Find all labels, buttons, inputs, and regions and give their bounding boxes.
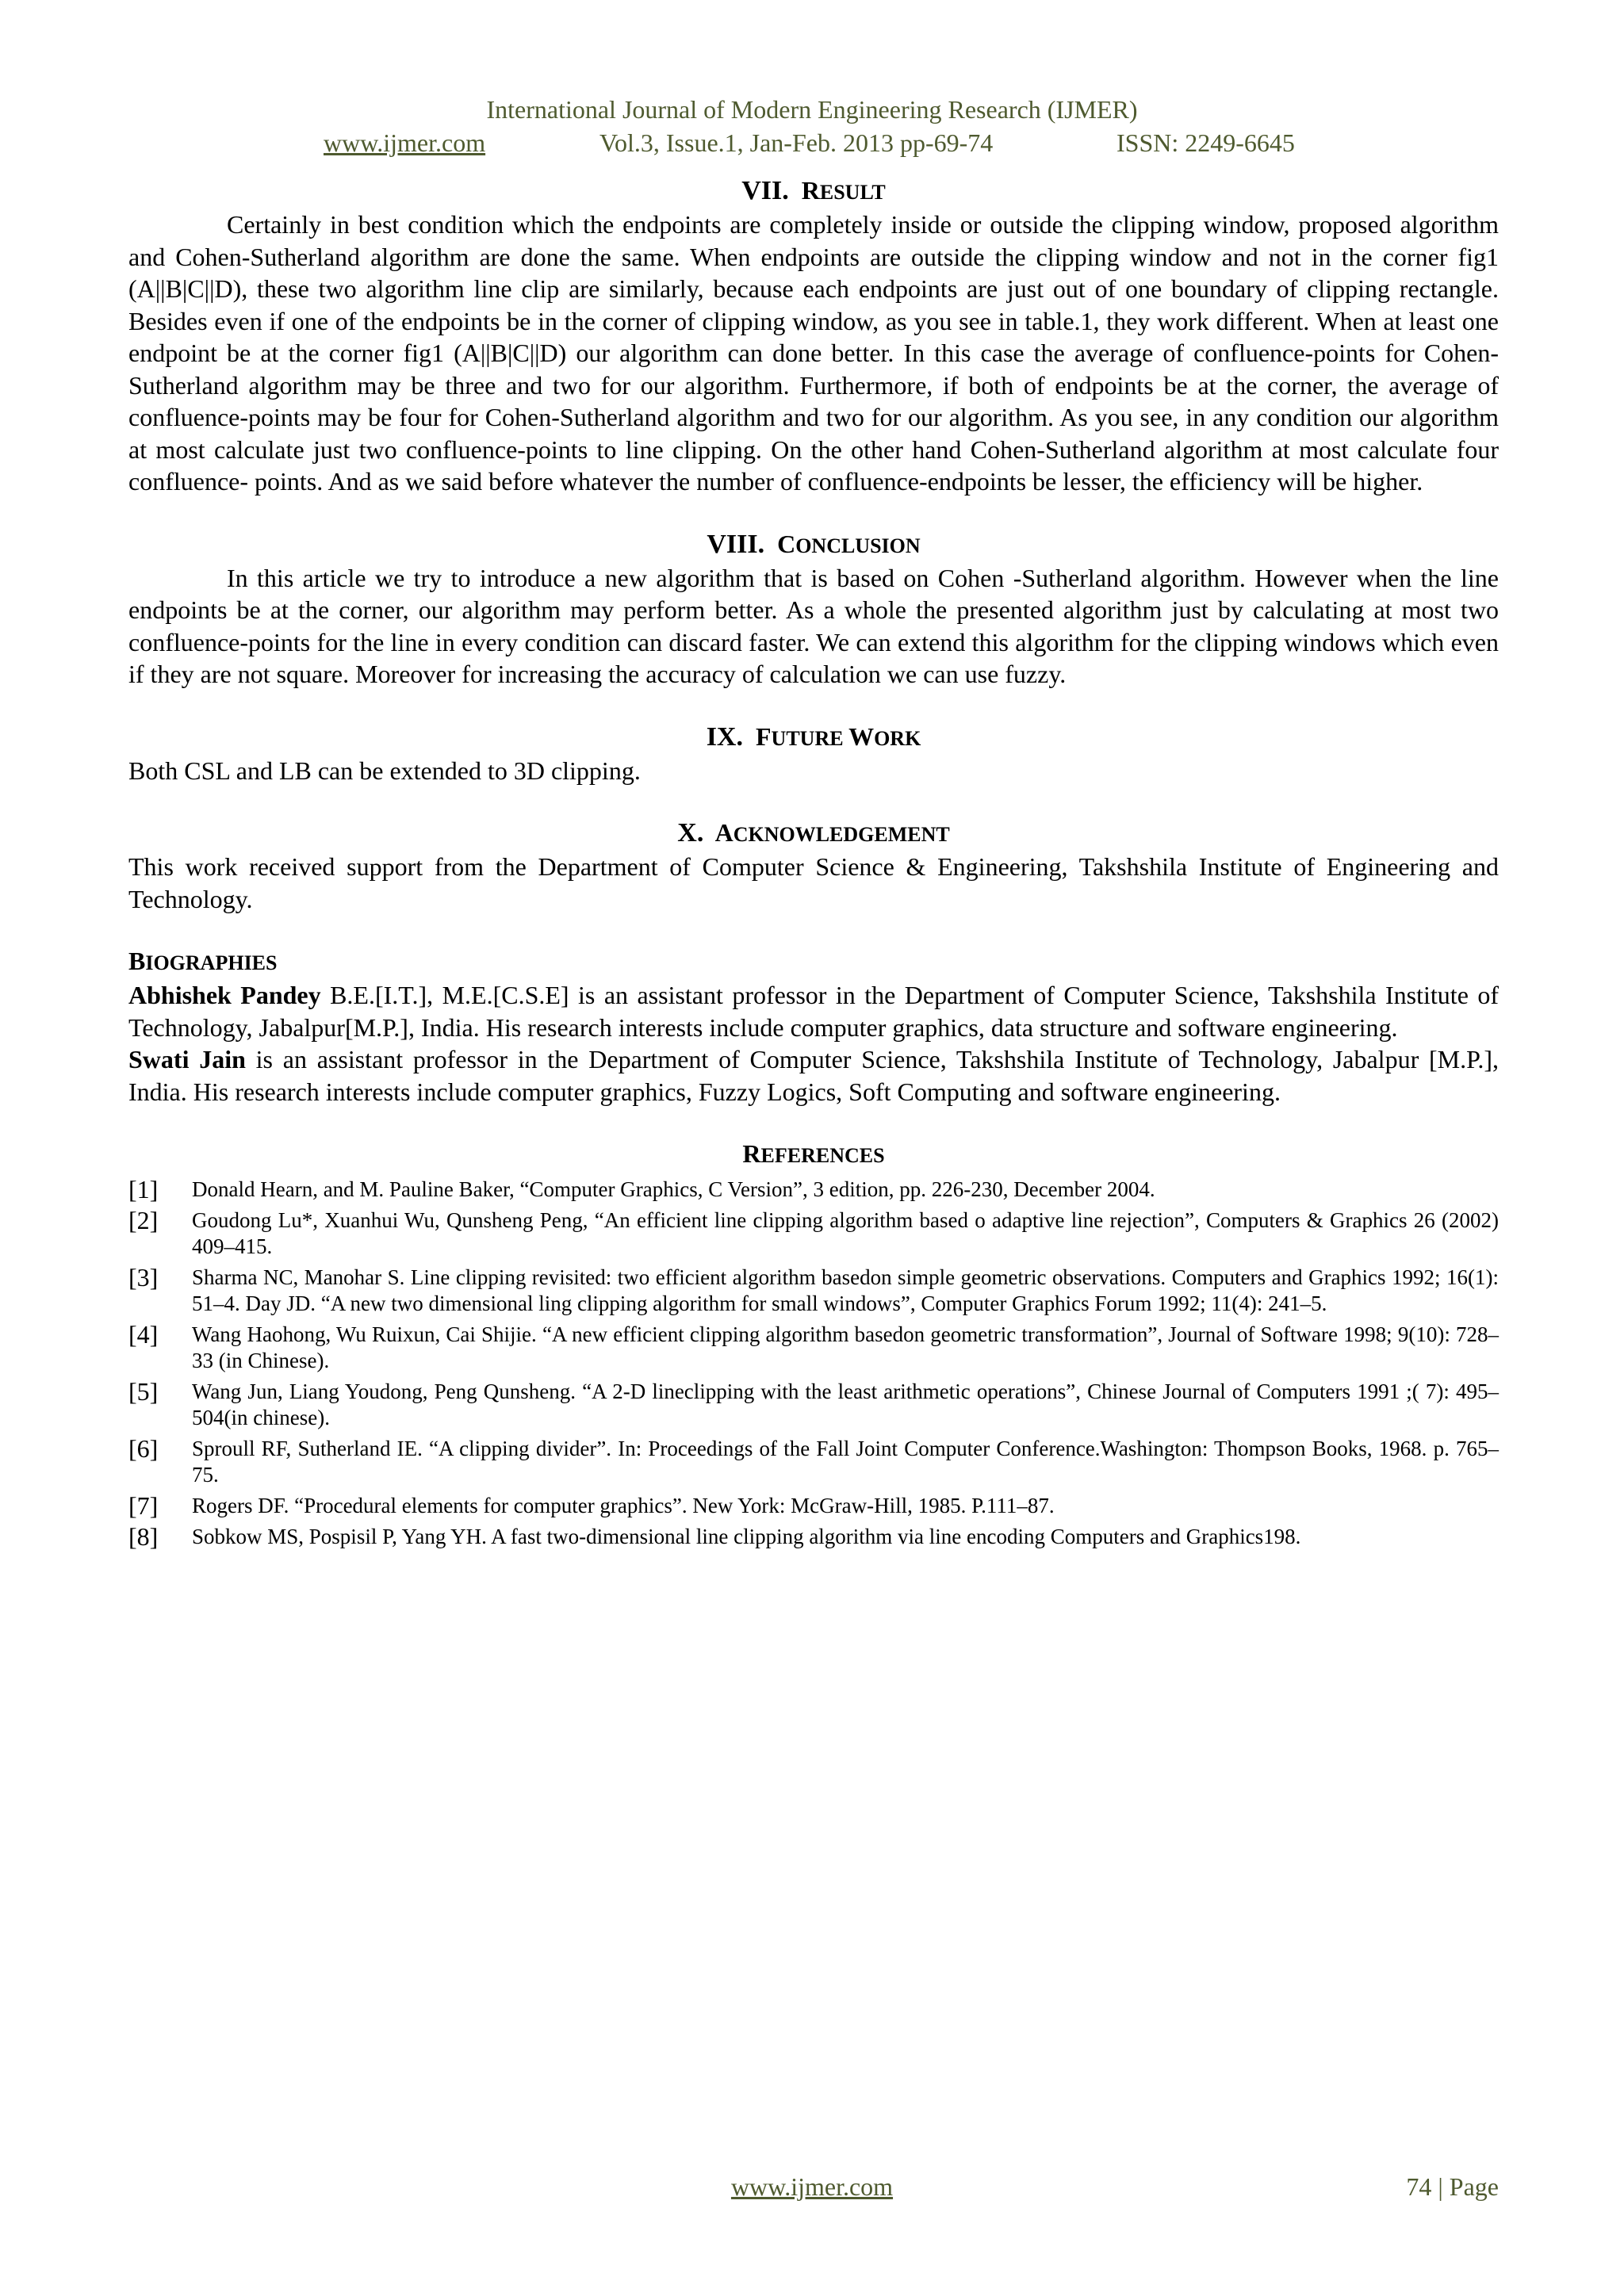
page-body	[128, 174, 1499, 1555]
header-issn: ISSN: 2249-6645	[1116, 128, 1295, 157]
section-heading-result: VII. RESULT	[741, 176, 886, 205]
journal-title: International Journal of Modern Engineering Research (IJMER)	[486, 95, 1138, 124]
reference-number: [3]	[128, 1263, 159, 1292]
reference-number: [7]	[128, 1491, 159, 1520]
reference-text: Goudong Lu*, Xuanhui Wu, Qunsheng Peng, “An efficient line clipping algorithm based o adaptive line rejection”, Computers & Graphics 26 (2002) 409–415.	[192, 1208, 1499, 1258]
reference-number: [1]	[128, 1175, 159, 1203]
header-meta-line	[0, 127, 1624, 159]
biography-entry	[128, 979, 1499, 1043]
reference-text: Rogers DF. “Procedural elements for computer graphics”. New York: McGraw-Hill, 1985. P.111–87.	[192, 1494, 1055, 1517]
biographies-section	[128, 945, 1499, 1108]
reference-item	[128, 1436, 1499, 1488]
reference-item	[128, 1265, 1499, 1317]
header-volume: Vol.3, Issue.1, Jan-Feb. 2013 pp-69-74	[599, 128, 994, 157]
reference-number: [8]	[128, 1522, 159, 1551]
reference-number: [5]	[128, 1377, 159, 1406]
reference-text: Sharma NC, Manohar S. Line clipping revisited: two efficient algorithm basedon simple geometric observations. Computers and Graphics 1992; 16(1): 51–4. Day JD. “A new two dimensional ling clipping algorithm for small windows”, Computer Graphics Forum 1992; 11(4): 241–5.	[192, 1265, 1499, 1315]
biography-text: B.E.[I.T.], M.E.[C.S.E] is an assistant professor in the Department of Computer Science, Takshshila Institute of Technology, Jabalpur[M.P.], India. His research interests include computer graphics, data structure and software engineering.	[128, 981, 1500, 1042]
biography-name: Abhishek Pandey	[128, 981, 321, 1009]
reference-item	[128, 1207, 1499, 1260]
reference-item	[128, 1524, 1499, 1550]
biography-text: is an assistant professor in the Department of Computer Science, Takshshila Institute of Technology, Jabalpur [M.P.], India. His research interests include computer graphics, Fuzzy Logics, Soft Computing and software engineering.	[128, 1045, 1500, 1106]
reference-item	[128, 1493, 1499, 1519]
reference-text: Wang Haohong, Wu Ruixun, Cai Shijie. “A new efficient clipping algorithm basedon geometric transformation”, Journal of Software 1998; 9(10): 728–33 (in Chinese).	[192, 1322, 1499, 1372]
conclusion-paragraph: In this article we try to introduce a new algorithm that is based on Cohen -Sutherland algorithm. However when the line endpoints be at the corner, our algorithm may perform better. As a whole the presented algorithm just by calculating at most two confluence-points for the line in every condition can discard faster. We can extend this algorithm for the clipping windows which even if they are not square. Moreover for increasing the accuracy of calculation we can use fuzzy.	[128, 563, 1499, 688]
reference-number: [2]	[128, 1206, 159, 1234]
reference-text: Sproull RF, Sutherland IE. “A clipping divider”. In: Proceedings of the Fall Joint Computer Conference.Washington: Thompson Books, 1968. p. 765–75.	[192, 1437, 1499, 1487]
section-heading-future-work: IX. FUTURE WORK	[706, 721, 921, 752]
future-work-paragraph: Both CSL and LB can be extended to 3D clipping.	[128, 756, 641, 785]
reference-item	[128, 1379, 1499, 1431]
footer-url-link[interactable]: www.ijmer.com	[730, 2172, 894, 2201]
references-list	[128, 1177, 1499, 1550]
section-heading-conclusion: VIII. CONCLUSION	[707, 529, 921, 559]
references-heading: REFERENCES	[742, 1139, 885, 1168]
biography-name: Swati Jain	[128, 1045, 246, 1073]
reference-number: [4]	[128, 1320, 159, 1349]
reference-text: Donald Hearn, and M. Pauline Baker, “Computer Graphics, C Version”, 3 edition, pp. 226-230, December 2004.	[192, 1177, 1155, 1201]
reference-text: Sobkow MS, Pospisil P, Yang YH. A fast two-dimensional line clipping algorithm via line encoding Computers and Graphics198.	[192, 1525, 1301, 1548]
reference-text: Wang Jun, Liang Youdong, Peng Qunsheng. “A 2-D lineclipping with the least arithmetic operations”, Chinese Journal of Computers 1991 ;( 7): 495–504(in chinese).	[192, 1380, 1499, 1429]
section-heading-acknowledgement: X. ACKNOWLEDGEMENT	[677, 818, 950, 848]
acknowledgement-paragraph: This work received support from the Department of Computer Science & Engineering, Takshshila Institute of Engineering and Technology.	[128, 852, 1499, 913]
reference-number: [6]	[128, 1434, 159, 1463]
reference-item	[128, 1322, 1499, 1374]
result-paragraph: Certainly in best condition which the endpoints are completely inside or outside the clipping window, proposed algorithm and Cohen-Sutherland algorithm are done the same. When endpoints are outside the clipping window and not in the corner fig1 (A||B|C||D), these two algorithm line clip are similarly, because each endpoints are just out of one boundary of clipping rectangle. Besides even if one of the endpoints be in the corner of clipping window, as you see in table.1, they work different. When at least one endpoint be at the corner fig1 (A||B|C||D) our algorithm can done better. In this case the average of confluence-points for Cohen-Sutherland algorithm may be three and two for our algorithm. Furthermore, if both of endpoints be at the corner, the average of confluence-points may be four for Cohen-Sutherland algorithm and two for our algorithm. As you see, in any condition our algorithm at most calculate just two confluence-points to line clipping. On the other hand Cohen-Sutherland algorithm at most calculate four confluence- points. And as we said before whatever the number of confluence-endpoints be lesser, the efficiency will be higher.	[128, 210, 1499, 496]
header-url-link[interactable]: www.ijmer.com	[324, 128, 486, 157]
biography-entry	[128, 1043, 1499, 1108]
reference-item	[128, 1177, 1499, 1203]
page-number: 74 | Page	[1406, 2172, 1499, 2201]
biographies-heading: BIOGRAPHIES	[128, 947, 278, 975]
